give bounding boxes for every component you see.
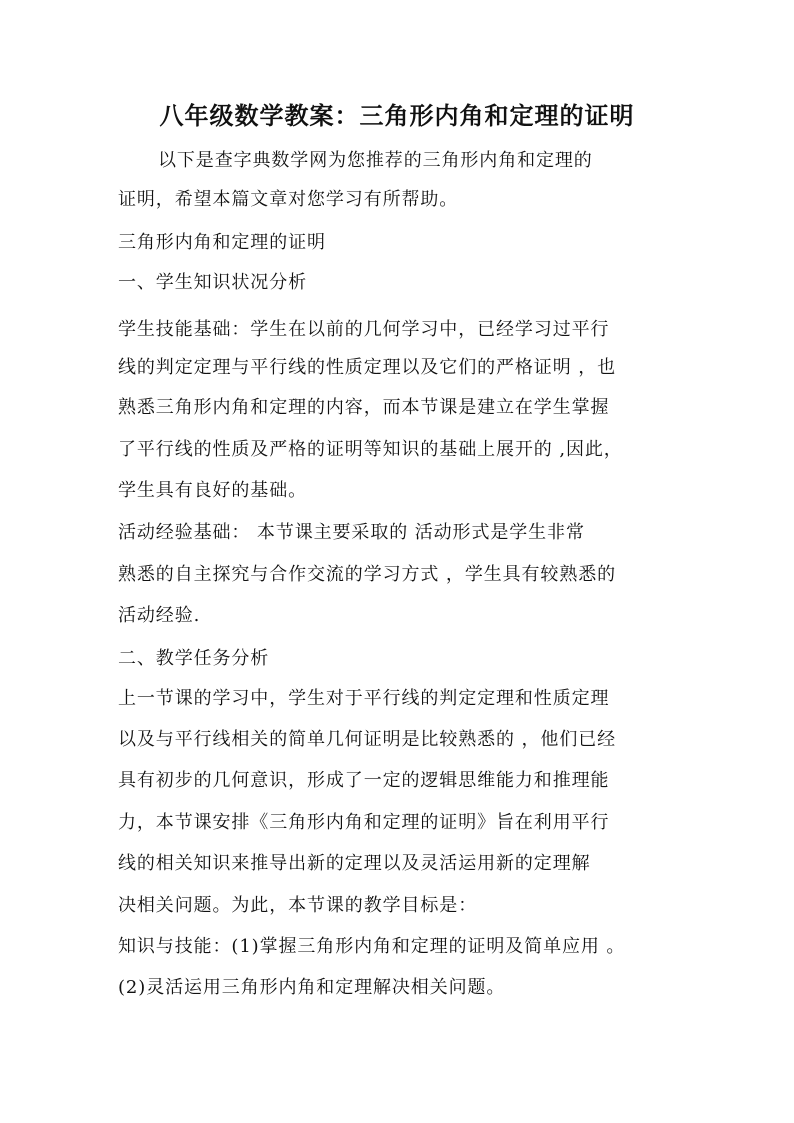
paragraph-line: 熟悉三角形内角和定理的内容，而本节课是建立在学生掌握 <box>118 397 610 418</box>
paragraph-line: 力，本节课安排《三角形内角和定理的证明》旨在利用平行 <box>118 812 610 833</box>
paragraph-line: (2)灵活运用三角形内角和定理解决相关问题。 <box>118 977 506 998</box>
paragraph-line: 知识与技能：(1)掌握三角形内角和定理的证明及简单应用 。 <box>118 936 626 957</box>
section-heading: 三角形内角和定理的证明 <box>118 232 326 253</box>
paragraph-line: 决相关问题。为此，本节课的教学目标是： <box>118 895 478 916</box>
paragraph-line: 线的相关知识来推导出新的定理以及灵活运用新的定理解 <box>118 853 591 874</box>
paragraph-line: 以下是查字典数学网为您推荐的三角形内角和定理的 <box>158 150 593 171</box>
document-title: 八年级数学教案：三角形内角和定理的证明 <box>159 101 635 130</box>
section-heading: 一、学生知识状况分析 <box>118 272 307 293</box>
paragraph-line: 上一节课的学习中，学生对于平行线的判定定理和性质定理 <box>118 688 610 709</box>
paragraph-line: 活动经验基础： 本节课主要采取的 活动形式是学生非常 <box>118 522 585 543</box>
paragraph-line: 以及与平行线相关的简单几何证明是比较熟悉的 ，他们已经 <box>118 729 617 750</box>
paragraph-line: 学生具有良好的基础。 <box>118 480 307 501</box>
section-heading: 二、教学任务分析 <box>118 648 270 669</box>
paragraph-line: 线的判定定理与平行线的性质定理以及它们的严格证明 ，也 <box>118 357 617 378</box>
paragraph-line: 证明，希望本篇文章对您学习有所帮助。 <box>118 189 459 210</box>
paragraph-line: 熟悉的自主探究与合作交流的学习方式 ，学生具有较熟悉的 <box>118 564 617 585</box>
paragraph-line: 活动经验. <box>118 605 201 626</box>
paragraph-line: 具有初步的几何意识，形成了一定的逻辑思维能力和推理能 <box>118 770 610 791</box>
paragraph-line: 了平行线的性质及严格的证明等知识的基础上展开的 ,因此， <box>118 439 623 460</box>
paragraph-line: 学生技能基础：学生在以前的几何学习中，已经学习过平行 <box>118 319 610 340</box>
